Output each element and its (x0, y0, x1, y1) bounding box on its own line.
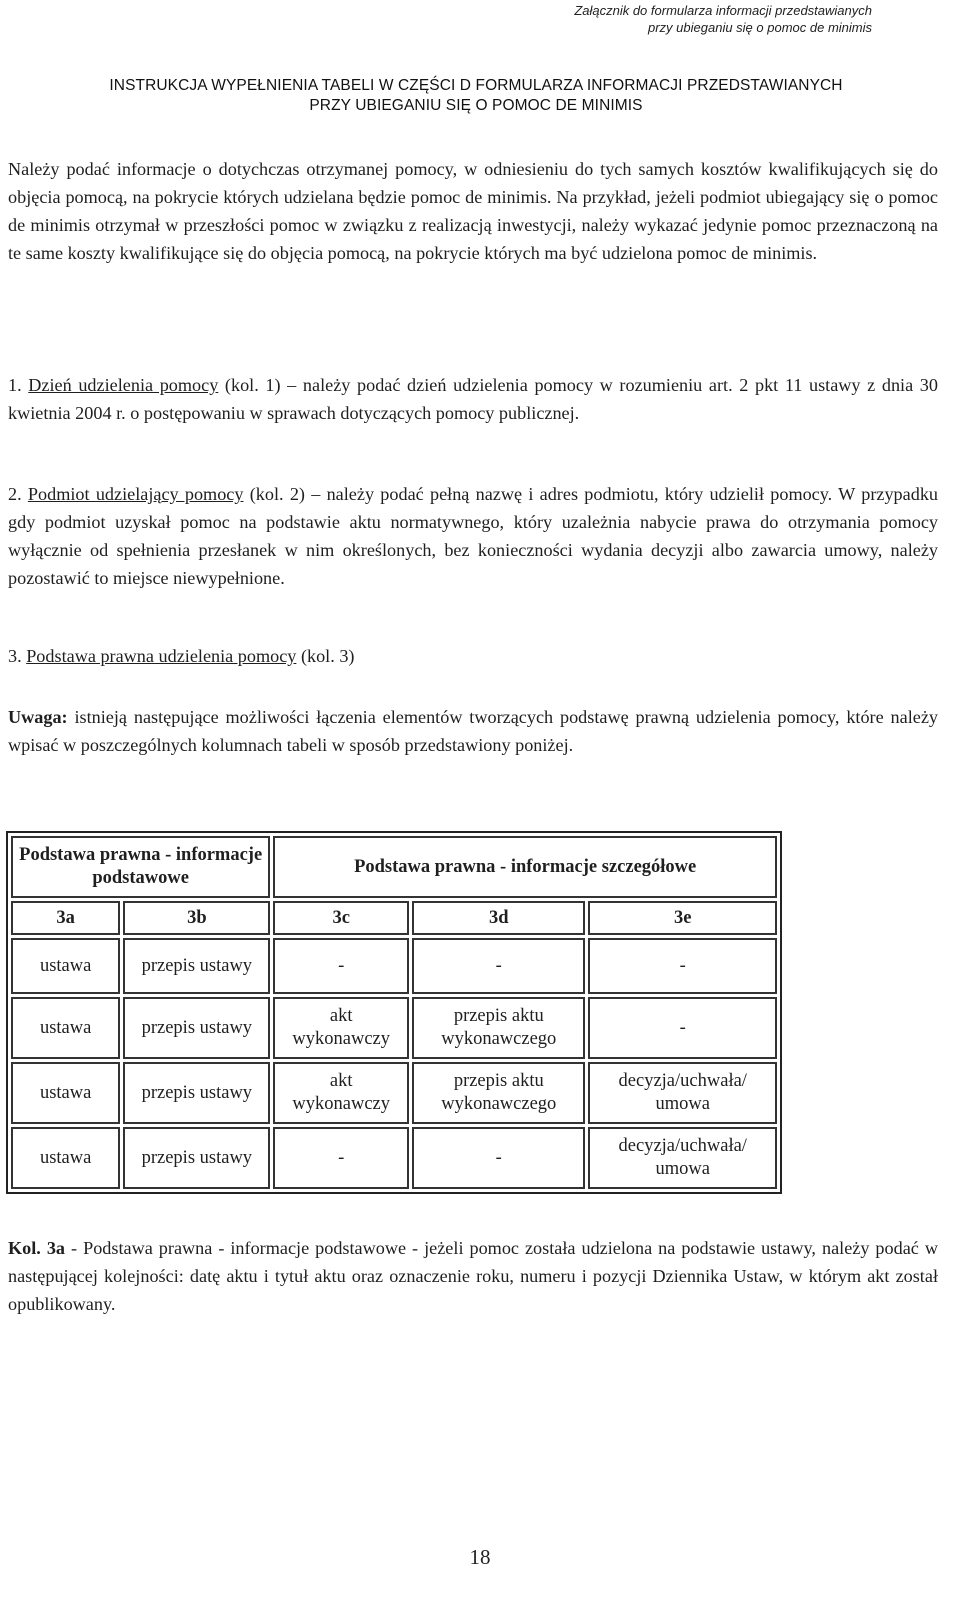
header-detail: Podstawa prawna - informacje szczegółowe (273, 836, 777, 898)
column-number: 3a (11, 901, 120, 935)
table-cell: przepis ustawy (123, 1062, 270, 1124)
legal-basis-table-wrapper (6, 831, 782, 1181)
header-basic: Podstawa prawna - informacje podstawowe (11, 836, 270, 898)
table-row (11, 1127, 777, 1189)
table-cell: akt wykonawczy (273, 1062, 409, 1124)
column-number: 3b (123, 901, 270, 935)
note-label: Uwaga: (8, 707, 68, 727)
item-2-number: 2. (8, 484, 22, 504)
item-2-text: (kol. 2) – należy podać pełną nazwę i adres podmiotu, który udzielił pomocy. W przypadku gdy podmiot uzyskał pomoc na podstawie aktu normatywnego, który uzależnia nabycie prawa do otrzymania pomocy wyłącznie od spełnienia przesłanek w nim określonych, bez konieczności wydania decyzji albo zawarcia umowy, należy pozostawić to miejsce niewypełnione. (8, 484, 939, 588)
table-cell: przepis ustawy (123, 997, 270, 1059)
table-cell: decyzja/uchwała/ umowa (588, 1062, 777, 1124)
table-row (11, 938, 777, 994)
intro-paragraph: Należy podać informacje o dotychczas otrzymanej pomocy, w odniesieniu do tych samych kosztów kwalifikujących się do objęcia pomocą, na pokrycie których udzielana będzie pomoc de minimis. Na przykład, jeżeli podmiot ubiegający się o pomoc de minimis otrzymał w przeszłości pomoc w związku z realizacją inwestycji, należy wykazać jedynie pomoc przeznaczoną na te same koszty kwalifikujące się do objęcia pomocą, na pokrycie których ma być udzielona pomoc de minimis. (8, 159, 938, 263)
column-number: 3c (273, 901, 409, 935)
page-title-line1: INSTRUKCJA WYPEŁNIENIA TABELI W CZĘŚCI D FORMULARZA INFORMACJI PRZEDSTAWIANYCH (109, 77, 843, 94)
table-cell: - (588, 997, 777, 1059)
item-1-number: 1. (8, 375, 22, 395)
table-cell: ustawa (11, 1062, 120, 1124)
table-cell: akt wykonawczy (273, 997, 409, 1059)
attachment-note-line2: przy ubieganiu się o pomoc de minimis (648, 20, 872, 35)
table-cell: ustawa (11, 997, 120, 1059)
table-cell: - (412, 1127, 585, 1189)
table-column-numbers-row (11, 901, 777, 935)
table-row (11, 997, 777, 1059)
table-cell: przepis aktu wykonawczego (412, 1062, 585, 1124)
table-cell: przepis ustawy (123, 1127, 270, 1189)
attachment-note-line1: Załącznik do formularza informacji przedstawianych (574, 3, 872, 18)
item-3-heading: Podstawa prawna udzielenia pomocy (26, 646, 297, 666)
table-cell: - (273, 1127, 409, 1189)
item-3 (8, 642, 938, 670)
item-1-heading: Dzień udzielenia pomocy (28, 375, 219, 395)
table-cell: - (412, 938, 585, 994)
item-3-number: 3. (8, 646, 22, 666)
table-row (11, 1062, 777, 1124)
note-paragraph (8, 703, 938, 759)
item-1 (8, 371, 938, 427)
column-number: 3e (588, 901, 777, 935)
item-1-text: (kol. 1) – należy podać dzień udzielenia pomocy w rozumieniu art. 2 pkt 11 ustawy z dnia 30 kwietnia 2004 r. o postępowaniu w sprawach dotyczących pomocy publicznej. (8, 375, 938, 423)
item-3-text: (kol. 3) (296, 646, 355, 666)
page-title-line2: PRZY UBIEGANIU SIĘ O POMOC DE MINIMIS (309, 97, 643, 114)
kol-3a-label: Kol. 3a (8, 1238, 66, 1258)
table-cell: - (273, 938, 409, 994)
legal-basis-table (6, 831, 782, 1194)
kol-3a-paragraph (8, 1234, 938, 1318)
table-header-row (11, 836, 777, 898)
item-2-heading: Podmiot udzielający pomocy (27, 484, 244, 504)
table-cell: ustawa (11, 1127, 120, 1189)
table-cell: przepis aktu wykonawczego (412, 997, 585, 1059)
table-cell: przepis ustawy (123, 938, 270, 994)
page-number: 18 (469, 1545, 491, 1569)
attachment-note (574, 2, 872, 36)
page-title (12, 76, 940, 116)
table-cell: - (588, 938, 777, 994)
table-cell: decyzja/uchwała/ umowa (588, 1127, 777, 1189)
column-number: 3d (412, 901, 585, 935)
table-cell: ustawa (11, 938, 120, 994)
note-text: istnieją następujące możliwości łączenia elementów tworzących podstawę prawną udzielenia pomocy, które należy wpisać w poszczególnych kolumnach tabeli w sposób przedstawiony poniżej. (8, 707, 938, 755)
kol-3a-text: - Podstawa prawna - informacje podstawowe - jeżeli pomoc została udzielona na podstawie ustawy, należy podać w następującej kolejności: datę aktu i tytuł aktu oraz oznaczenie roku, numeru i pozycji Dziennika Ustaw, w którym akt został opublikowany. (8, 1238, 938, 1314)
item-2 (8, 480, 938, 592)
